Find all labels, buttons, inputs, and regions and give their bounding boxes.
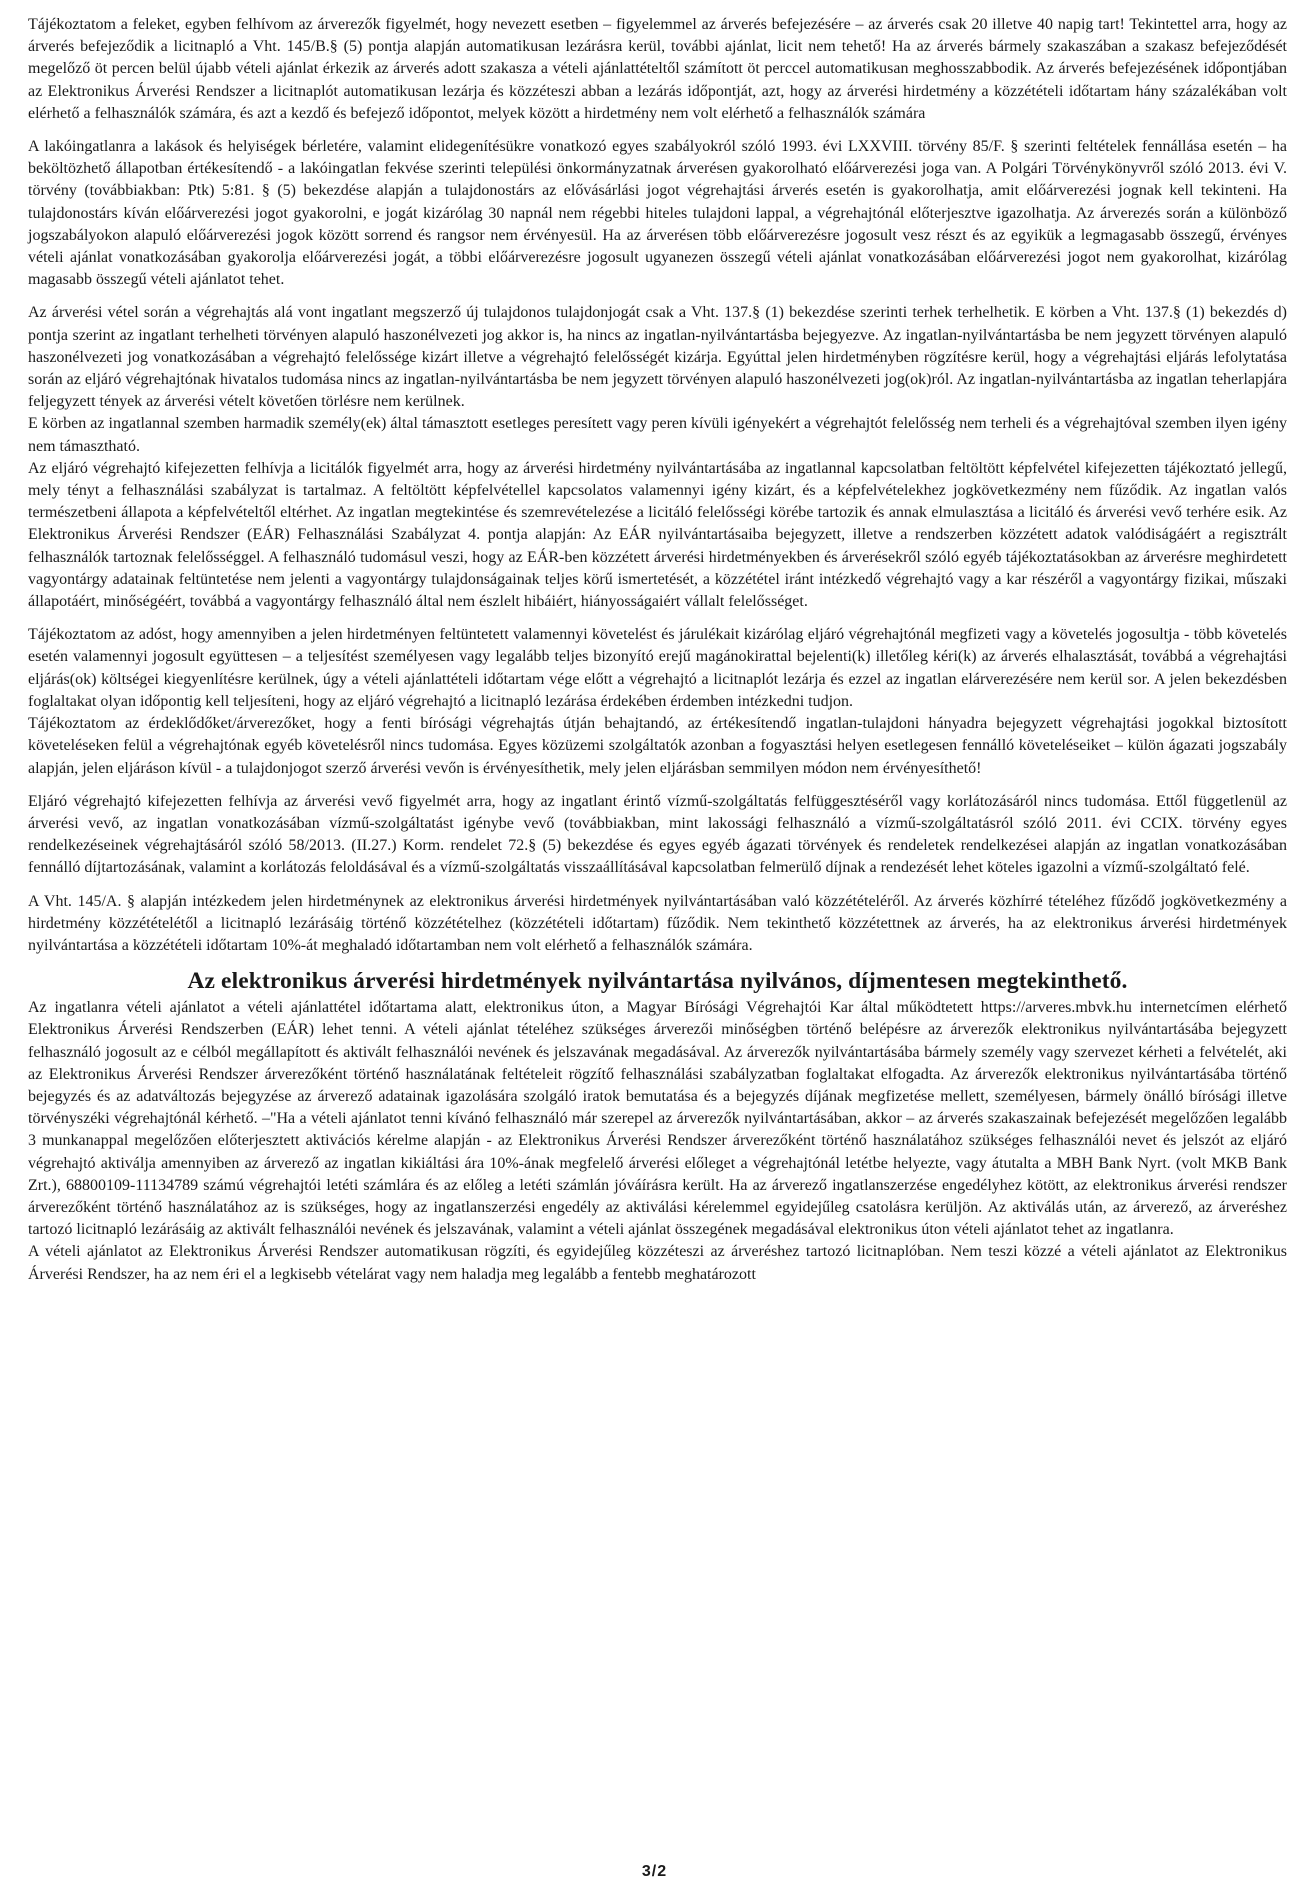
paragraph-encumbrances: Az árverési vétel során a végrehajtás alá vont ingatlant megszerző új tulajdonos tulajdonjogát csak a Vht. 137.§ (1) bekezdése szerinti terhek terhelhetik. E körben a Vht. 137.§ (1) bekezdés d) pontja szerint az ingatlant terhelheti törvényen alapuló haszonélvezeti jog akkor is, ha nincs az ingatlan-nyilvántartásba bejegyezve. Az ingatlan-nyilvántartásba be nem jegyzett törvényen alapuló haszonélvezeti jog vonatkozásában a végrehajtó felelőssége kizárt illetve a végrehajtó felelősségét kizárja. Egyúttal jelen hirdetményben rögzítésre kerül, hogy a végrehajtási eljárás lefolytatása során az eljáró végrehajtónak hivatalos tudomása nincs az ingatlan-nyilvántartásba be nem jegyzett törvényen alapuló haszonélvezeti jog(ok)ról. Az ingatlan-nyilvántartásba az ingatlan teherlapjára feljegyzett tények az árverési vételt követően törlésre nem kerülnek. [28, 304, 1287, 411]
paragraph-water-service: Eljáró végrehajtó kifejezetten felhívja az árverési vevő figyelmét arra, hogy az ingatlant érintő vízmű-szolgáltatás felfüggesztéséről vagy korlátozásáról nincs tudomása. Ettől függetlenül az árverési vevő, az ingatlan vonatkozásában vízmű-szolgáltatást igénybe vevő (továbbiakban, mint lakossági felhasználó a vízmű-szolgáltatásról szóló 2011. évi CCIX. törvény egyes rendelkezéseinek végrehajtásáról szóló 58/2013. (II.27.) Korm. rendelet 72.§ (5) bekezdése és egyes egyéb ágazati törvények és rendeletek rendelkezései alapján az ingatlan vonatkozásában fennálló díjtartozásának, valamint a korlátozás feloldásával és a vízmű-szolgáltatás visszaállításával kapcsolatban felmerülő díjnak a rendezését lehet köteles igazolni a vízmű-szolgáltató felé. [28, 792, 1287, 877]
page-number: 3/2 [641, 1862, 668, 1880]
section-heading: Az elektronikus árverési hirdetmények nyilvántartása nyilvános, díjmentesen megtekinthető. [187, 968, 1128, 995]
paragraph-auction-closing: Tájékoztatom a feleket, egyben felhívom az árverezők figyelmét, hogy nevezett esetben – figyelemmel az árverés befejezésére – az árverés csak 20 illetve 40 napig tart! Tekintettel arra, hogy az árverés befejeződik a licitnapló a Vht. 145/B.§ (5) pontja alapján automatikusan lezárásra kerül, további ajánlat, licit nem tehető! Ha az árverés bármely szakaszában a szakasz befejeződését megelőző öt percen belül újabb vételi ajánlat érkezik az árverés adott szakasza a vételi ajánlattételtől számított öt perccel automatikusan meghosszabbodik. Az árverés befejezésének időpontjában az Elektronikus Árverési Rendszer a licitnaplót automatikusan lezárja és közzéteszi abban a lezárás időpontját, azt, hogy az árverési hirdetmény a közzétételi időtartam hány százalékában volt elérhető a felhasználók számára, és azt a kezdő és befejező időpontot, melyek között a hirdetmény nem volt elérhető a felhasználók számára [28, 16, 1287, 122]
paragraph-bid-recording: A vételi ajánlatot az Elektronikus Árverési Rendszer automatikusan rögzíti, és egyidejűleg közzéteszi az árveréshez tartozó licitnaplóban. Nem teszi közzé a vételi ajánlatot az Elektronikus Árverési Rendszer, ha az nem éri el a legkisebb vételárat vagy nem haladja meg legalább a fentebb meghatározott [28, 1243, 1287, 1283]
paragraph-pre-emption-right: A lakóingatlanra a lakások és helyiségek bérletére, valamint elidegenítésükre vonatkozó egyes szabályokról szóló 1993. évi LXXVIII. törvény 85/F. § szerinti feltételek fennállása esetén – ha beköltözhető állapotban értékesítendő - a lakóingatlan fekvése szerinti települési önkormányzatnak árverésen gyakorolható előárverezési joga van. A Polgári Törvénykönyvről szóló 2013. évi V. törvény (továbbiakban: Ptk) 5:81. § (5) bekezdése alapján a tulajdonostárs az elővásárlási jogot végrehajtási árverés esetén is gyakorolhatja, amit előárverezési jognak kell tekinteni. Ha tulajdonostárs kíván előárverezési jogot gyakorolni, e jogát kizárólag 30 napnál nem régebbi hiteles tulajdoni lappal, a végrehajtónál előterjesztve igazolhatja. Az árverezés során a különböző jogszabályokon alapuló előárverezési jogok között sorrend és rangsor nem érvényesül. Ha az árverésen több előárverezésre jogosult vesz részt és az egyikük a legmagasabb összegű, érvényes vételi ajánlat vonatkozásában gyakorolja előárverezési jogát, a többi előárverezésre jogosult ugyanezen összegű vételi ajánlat vonatkozásában előárverezési jogot nem gyakorolhat, kizárólag magasabb összegű vételi ajánlatot tehet. [28, 138, 1287, 289]
paragraph-third-party-claims: E körben az ingatlannal szemben harmadik személy(ek) által támasztott esetleges peresített vagy peren kívüli igényekért a végrehajtót felelősség nem terheli és a végrehajtóval szemben ilyen igény nem támasztható. [28, 415, 1287, 455]
paragraph-publication: A Vht. 145/A. § alapján intézkedem jelen hirdetménynek az elektronikus árverési hirdetmények nyilvántartásában való közzétételéről. Az árverés közhírré tételéhez fűződő jogkövetkezmény a hirdetmény közzétételétől a licitnapló lezárásáig történő közzétételhez (közzétételi időtartam) fűződik. Nem tekinthető közzétettnek az árverés, ha az elektronikus árverési hirdetmények nyilvántartása a közzétételi időtartam 10%-át meghaladó időtartamban nem volt elérhető a felhasználók számára. [28, 892, 1287, 954]
paragraph-bidding-process: Az ingatlanra vételi ajánlatot a vételi ajánlattétel időtartama alatt, elektronikus úton, a Magyar Bírósági Végrehajtói Kar által működtetett https://arveres.mbvk.hu internetcímen elérhető Elektronikus Árverési Rendszerben (EÁR) lehet tenni. A vételi ajánlat tételéhez szükséges árverezői minőségben történő belépésre az árverezők elektronikus nyilvántartásába bejegyzett felhasználó jogosult az e célból megállapított és aktivált felhasználói nevének és jelszavának megadásával. Az árverezők nyilvántartásába bármely személy vagy szervezet kérheti a felvételét, aki az Elektronikus Árverési Rendszer árverezőként történő használatának feltételeit rögzítő felhasználási szabályzatban foglaltakat elfogadta. Az árverezők elektronikus nyilvántartásába történő bejegyzés és az adatváltozás bejegyzése az árverező adatainak igazolására szolgáló iratok bemutatása és a bejegyzés díjának megfizetése mellett, személyesen, bármely önálló bírósági illetve törvényszéki végrehajtónál kérhető. –"Ha a vételi ajánlatot tenni kívánó felhasználó már szerepel az árverezők nyilvántartásában, akkor – az árverés szakaszainak befejezését megelőzően legalább 3 munkanappal megelőzően előterjesztett aktivációs kérelme alapján - az Elektronikus Árverési Rendszer árverezőként történő használatához szükséges felhasználói nevet és jelszót az eljáró végrehajtó aktiválja amennyiben az árverező az ingatlan kikiáltási ára 10%-ának megfelelő árverési előleget a végrehajtónál letétbe helyezte, vagy átutalta a MBH Bank Nyrt. (volt MKB Bank Zrt.), 68800109-11134789 számú végrehajtói letéti számlára és az előleg a letéti számlán jóváírásra került. Ha az árverező ingatlanszerzése engedélyhez kötött, az elektronikus árverési rendszer árverezőként történő használatához az is szükséges, hogy az ingatlanszerzési engedély az aktiválási kérelemmel egyidejűleg csatolásra kerüljön. Az aktiválás után, az árverező, az árveréshez tartozó licitnapló lezárásáig az aktivált felhasználói nevének és jelszavának, valamint a vételi ajánlat összegének megadásával elektronikus úton vételi ajánlatot tehet az ingatlanra. [28, 999, 1287, 1239]
paragraph-utility-claims: Tájékoztatom az érdeklődőket/árverezőket, hogy a fenti bírósági végrehajtás útján behajtandó, az értékesítendő ingatlan-tulajdoni hányadra bejegyzett végrehajtási jogokkal biztosított követeléseken felül a végrehajtónak egyéb követelésről nincs tudomása. Egyes közüzemi szolgáltatók azonban a fogyasztási helyen esetlegesen fennálló követeléseiket – külön ágazati jogszabály alapján, jelen eljáráson kívül - a tulajdonjogot szerző árverési vevőn is érvényesíthetik, mely jelen eljárásban semmilyen módon nem érvényesíthető! [28, 715, 1287, 777]
paragraph-debtor-notice: Tájékoztatom az adóst, hogy amennyiben a jelen hirdetményen feltüntetett valamennyi követelést és járulékait kizárólag eljáró végrehajtónál megfizeti vagy a követelés jogosultja - több követelés esetén valamennyi jogosult együttesen – a teljesítést személyesen vagy legalább teljes bizonyító erejű magánokirattal bejelenti(k) illetőleg kéri(k) az árverés elhalasztását, továbbá a végrehajtási eljárás(ok) költségei kiegyenlítésre kerülnek, úgy a vételi ajánlattételi időtartam vége előtt a végrehajtó a licitnaplót lezárja és ezzel az ingatlan elárverezésére nem kerül sor. A jelen bekezdésben foglaltakat olyan időpontig kell teljesíteni, hogy az eljáró végrehajtó a licitnapló lezárása érdekében érdemben intézkedni tudjon. [28, 626, 1287, 710]
paragraph-photos-disclaimer: Az eljáró végrehajtó kifejezetten felhívja a licitálók figyelmét arra, hogy az árverési hirdetmény nyilvántartásába az ingatlannal kapcsolatban feltöltött képfelvétel kifejezetten tájékoztató jellegű, mely tényt a felhasználási szabályzat is tartalmaz. A feltöltött képfelvétellel kapcsolatos valamennyi igény kizárt, és a képfelvételekhez jogkövetkezmény nem fűződik. Az ingatlan valós természetbeni állapota a képfelvételtől eltérhet. Az ingatlan megtekintése és szemrevételezése a licitáló felelősségi körébe tartozik és annak elmulasztása a licitáló és árverési vevő terhére esik. Az Elektronikus Árverési Rendszer (EÁR) Felhasználási Szabályzat 4. pontja alapján: Az EÁR nyilvántartásaiba bejegyzett, illetve a rendszerben közzétett adatok valódiságáért a regisztrált felhasználók tartoznak felelősséggel. A felhasználó tudomásul veszi, hogy az EÁR-ben közzétett árverési hirdetményekben és árverésekről szóló egyéb tájékoztatásokban az árverésre meghirdetett vagyontárgy adatainak feltüntetése nem jelenti a vagyontárgy tulajdonságainak teljes körű ismertetését, a közzététel iránt intézkedő végrehajtó vagy a kar részéről a vagyontárgy fizikai, műszaki állapotáért, minőségéért, továbbá a vagyontárgy felhasználó által nem észlelt hibáiért, hiányosságaiért vállalt felelősséget. [28, 459, 1287, 611]
